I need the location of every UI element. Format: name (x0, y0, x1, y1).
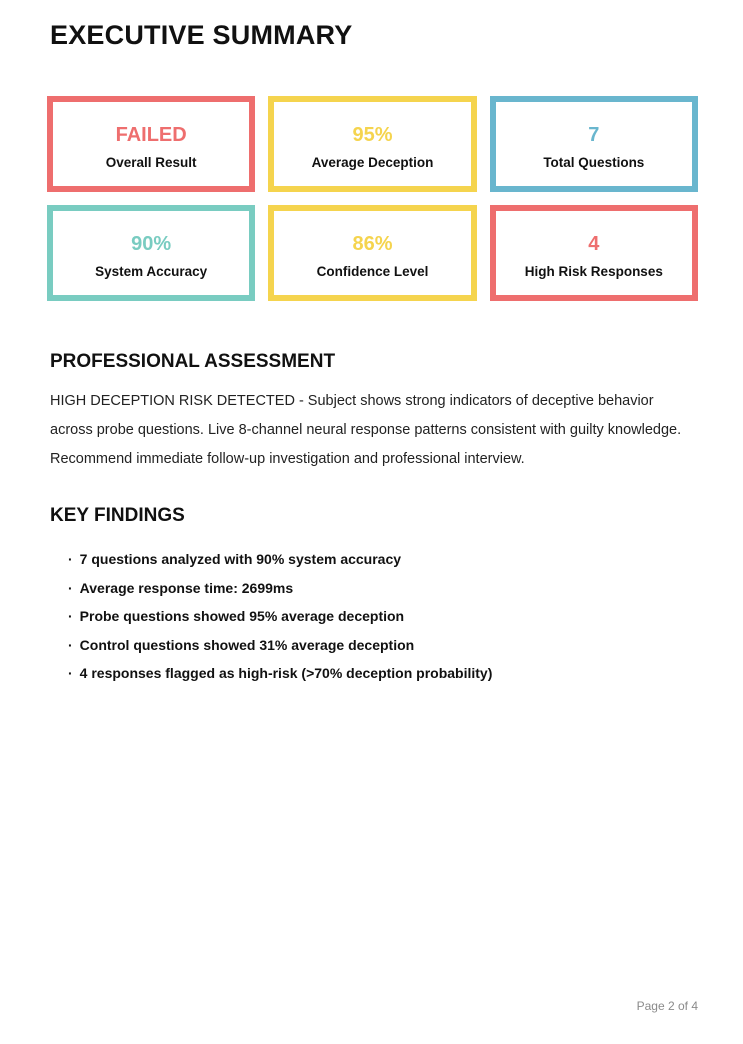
finding-text: Average response time: 2699ms (79, 579, 294, 596)
stat-label: Average Deception (311, 154, 434, 170)
stat-card-system-accuracy (47, 205, 255, 301)
stat-value: 86% (352, 232, 393, 255)
bullet-marker: · (68, 579, 73, 596)
bullet-marker: · (68, 608, 73, 624)
stat-label: Overall Result (105, 154, 197, 170)
finding-text: 4 responses flagged as high-risk (>70% deception probability) (79, 665, 493, 681)
stat-label: Total Questions (543, 154, 645, 170)
stat-card-overall-result (47, 96, 255, 192)
finding-item (68, 574, 698, 603)
finding-item (68, 602, 698, 631)
finding-text: Control questions showed 31% average deception (79, 636, 415, 653)
bullet-marker: · (68, 551, 73, 567)
stat-label: System Accuracy (95, 263, 208, 279)
stat-label: Confidence Level (316, 263, 429, 279)
assessment-paragraph: HIGH DECEPTION RISK DETECTED - Subject shows strong indicators of deceptive behavior across probe questions. Live 8-channel neural response patterns consistent with guilty knowledge. Recommend immediate follow-up investigation and professional interview. (50, 393, 682, 467)
page-number: Page 2 of 4 (636, 999, 698, 1013)
section-heading-professional-assessment: PROFESSIONAL ASSESSMENT (50, 351, 336, 372)
stat-card-total-questions (490, 96, 698, 192)
stat-label: High Risk Responses (524, 263, 663, 279)
stat-value: 7 (588, 123, 600, 146)
finding-item (68, 659, 698, 688)
stat-value: FAILED (115, 123, 187, 146)
section-heading-key-findings: KEY FINDINGS (50, 505, 185, 526)
finding-item (68, 545, 698, 574)
stat-value: 4 (588, 232, 600, 255)
stat-value: 90% (131, 232, 172, 255)
bullet-marker: · (68, 636, 73, 653)
page-title: EXECUTIVE SUMMARY (50, 20, 353, 50)
stat-card-confidence-level (268, 205, 476, 301)
finding-text: 7 questions analyzed with 90% system accuracy (79, 551, 402, 567)
stat-card-high-risk-responses (490, 205, 698, 301)
finding-item (68, 631, 698, 660)
stats-grid (47, 96, 698, 301)
finding-text: Probe questions showed 95% average deception (79, 608, 405, 624)
key-findings-list (68, 545, 698, 688)
stat-value: 95% (352, 123, 393, 146)
stat-card-average-deception (268, 96, 476, 192)
bullet-marker: · (68, 665, 73, 681)
